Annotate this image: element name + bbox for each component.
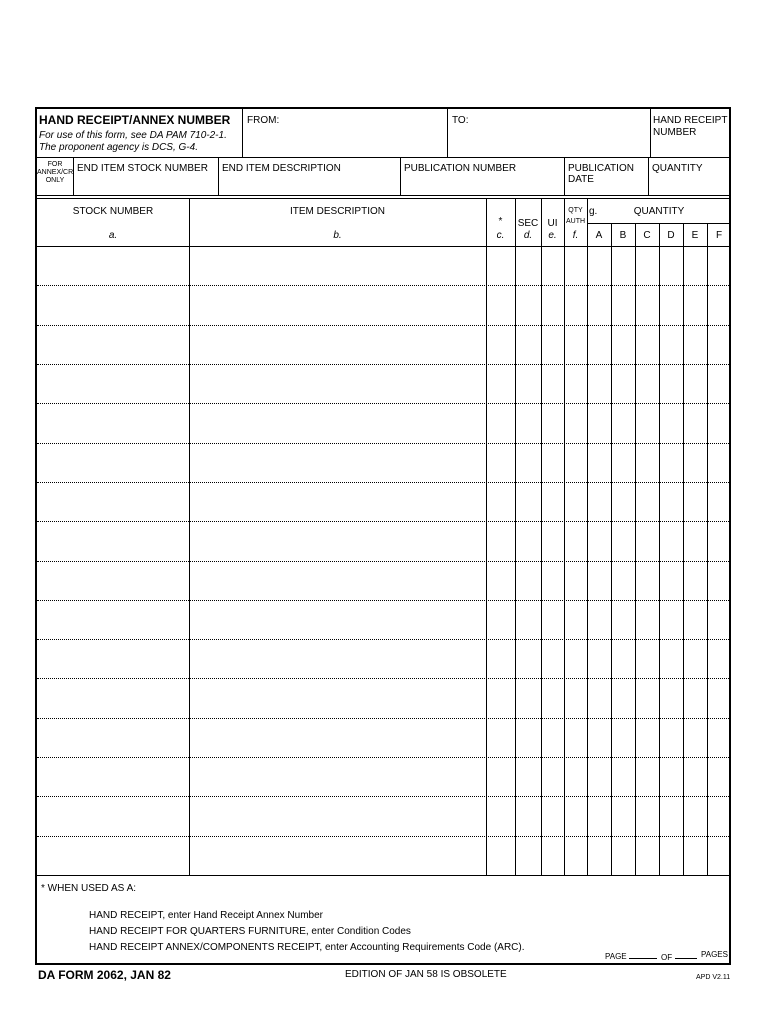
note-line-3: HAND RECEIPT ANNEX/COMPONENTS RECEIPT, enter Accounting Requirements Code (ARC). [89,942,525,953]
ui-letter: e. [548,230,557,241]
end-item-quantity-label: QUANTITY [652,163,703,174]
publication-number-field[interactable] [401,157,565,195]
table-row[interactable] [37,246,729,285]
hand-receipt-annex-number-field[interactable] [37,109,243,157]
hand-receipt-number-label-1: HAND RECEIPT [653,115,728,126]
row-divider [37,836,729,837]
for-only-line-2: ANNEX/CR [37,169,74,176]
row-divider [37,482,729,483]
end-item-quantity-field[interactable] [649,157,731,195]
from-field[interactable] [243,109,448,157]
for-only-line-3: ONLY [45,177,65,184]
row-divider [37,600,729,601]
table-row[interactable] [37,757,729,796]
from-label: FROM: [247,115,280,126]
instructions-line-1: For use of this form, see DA PAM 710-2-1. [39,130,227,141]
table-row[interactable] [37,796,729,835]
qty-col-f: F [715,230,723,241]
page-label: PAGE [605,952,627,961]
version-label: APD V2.11 [696,974,731,981]
table-row[interactable] [37,364,729,403]
table-row[interactable] [37,443,729,482]
sec-header: SEC [517,218,539,229]
row-divider [37,364,729,365]
row-divider [37,639,729,640]
form-id: DA FORM 2062, JAN 82 [38,968,171,982]
end-item-stock-number-label: END ITEM STOCK NUMBER [77,163,208,174]
column-header-row [37,198,729,246]
table-row[interactable] [37,718,729,757]
end-item-stock-number-field[interactable] [74,157,219,195]
item-description-header: ITEM DESCRIPTION [289,206,385,217]
to-label: TO: [452,115,469,126]
qty-col-d: D [667,230,675,241]
publication-date-label: PUBLICATION DATE [568,163,634,185]
publication-date-field[interactable] [565,157,649,195]
for-only-line-1: FOR [47,161,63,168]
qty-col-b: B [619,230,627,241]
qty-auth-letter: f. [572,230,579,241]
auth-header: AUTH [565,218,586,225]
edition-note: EDITION OF JAN 58 IS OBSOLETE [345,969,507,980]
form-title: HAND RECEIPT/ANNEX NUMBER [39,113,231,127]
qty-col-a: A [595,230,603,241]
table-row[interactable] [37,600,729,639]
item-description-letter: b. [333,230,342,241]
pages-label: PAGES [701,950,728,959]
row-divider [37,757,729,758]
row-divider [37,521,729,522]
g-letter: g. [589,206,598,217]
hand-receipt-number-label-2: NUMBER [653,127,697,138]
end-item-description-label: END ITEM DESCRIPTION [222,163,341,174]
for-annex-cr-only-field[interactable] [37,157,74,195]
table-row[interactable] [37,285,729,324]
quantity-header: QUANTITY [633,206,685,217]
hand-receipt-form [35,107,731,965]
note-line-2: HAND RECEIPT FOR QUARTERS FURNITURE, enter Condition Codes [89,926,411,937]
ui-header: UI [547,218,558,229]
divider [37,195,729,196]
publication-number-label: PUBLICATION NUMBER [404,163,517,174]
table-row[interactable] [37,521,729,560]
total-pages-line[interactable] [675,958,697,959]
page-number-line[interactable] [629,958,657,959]
when-used-label: * WHEN USED AS A: [41,883,137,894]
stock-number-letter: a. [108,230,118,241]
row-divider [37,285,729,286]
qty-col-c: C [643,230,651,241]
qty-col-e: E [691,230,699,241]
note-line-1: HAND RECEIPT, enter Hand Receipt Annex Number [89,910,323,921]
hand-receipt-number-field[interactable] [651,109,731,157]
of-label: OF [661,953,673,962]
row-divider [37,443,729,444]
table-row[interactable] [37,561,729,600]
table-row[interactable] [37,325,729,364]
row-divider [37,325,729,326]
table-row[interactable] [37,482,729,521]
row-divider [37,718,729,719]
stock-number-header: STOCK NUMBER [72,206,154,217]
row-divider [37,403,729,404]
end-item-description-field[interactable] [219,157,401,195]
row-divider [37,561,729,562]
table-row[interactable] [37,678,729,717]
header-row [37,109,729,157]
end-item-row [37,157,729,195]
row-divider [37,796,729,797]
qty-header: QTY [568,207,583,214]
instructions-line-2: The proponent agency is DCS, G-4. [39,142,198,153]
table-row[interactable] [37,403,729,442]
sec-letter: d. [523,230,533,241]
star-letter: c. [496,230,505,241]
table-row[interactable] [37,836,729,875]
star-header: * [498,216,503,227]
divider [37,875,729,876]
row-divider [37,678,729,679]
table-row[interactable] [37,639,729,678]
to-field[interactable] [448,109,651,157]
